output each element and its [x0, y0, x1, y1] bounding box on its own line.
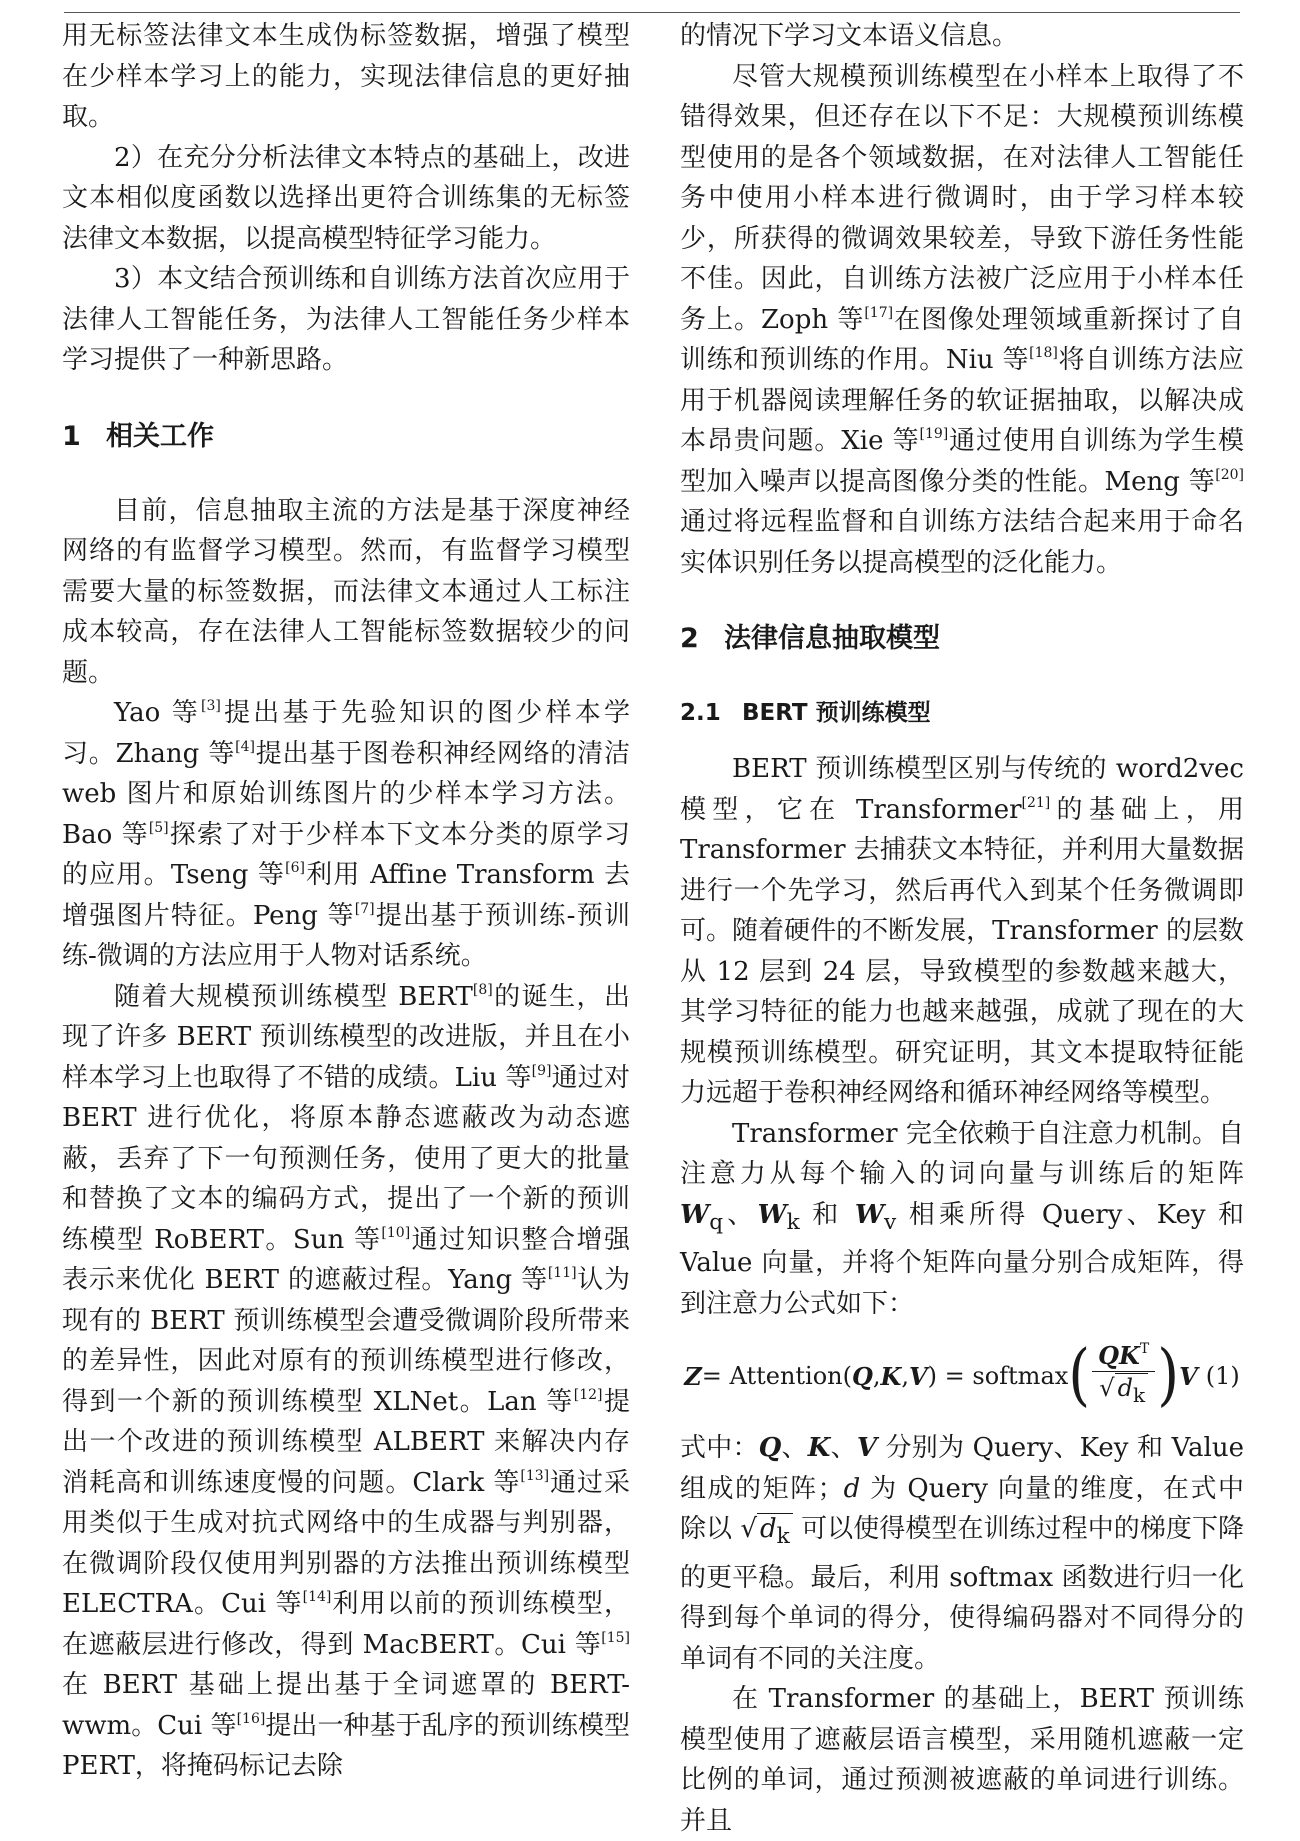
para-8: 在 Transformer 的基础上，BERT 预训练模型使用了遮蔽层语言模型，采用随机遮蔽一定比例的单词，通过预测被遮蔽的单词进行训练。并且 [680, 1684, 1244, 1836]
para-tail: 的情况下学习文本语义信息。 [680, 21, 1019, 51]
citation: [10] [381, 1224, 411, 1241]
section-number: 1 [62, 420, 81, 452]
citation: [8] [472, 981, 493, 998]
subsection-number: 2.1 [680, 700, 721, 726]
citation: [13] [520, 1467, 550, 1484]
citation: [17] [864, 304, 894, 321]
citation: [21] [1021, 794, 1051, 811]
para-7: 式中：Q、K、V 分别为 Query、Key 和 Value 组成的矩阵；d 为 Query 向量的维度，在式中除以 √ $d_k$ 可以使得模型在训练过程中的梯度下降的更平稳。最后，利用 softmax 函数进行归一化得到每个单词的得分，使得编码器对不同得分的单词有不同的关注度。 [680, 1433, 1245, 1674]
citation: [11] [547, 1265, 577, 1281]
citation: [3] [201, 698, 221, 714]
citation: [9] [531, 1062, 552, 1079]
left-paren: ( [1068, 1336, 1091, 1415]
equation-number: (1) [1205, 1362, 1240, 1391]
equation-fraction: $\frac{QK^T}{√ d_k}$ [1092, 1341, 1155, 1411]
citation: [6] [285, 860, 305, 876]
citation: [16] [236, 1710, 266, 1727]
section-title: 法律信息抽取模型 [724, 623, 940, 654]
para-4: 尽管大规模预训练模型在小样本上取得了不错得效果，但还存在以下不足：大规模预训练模型使用的是各个领域数据，在对法律人工智能任务中使用小样本进行微调时，由于学习样本较少，所获得的微调效果较差，导致下游任务性能不佳。因此，自训练方法被广泛应用于小样本任务上。Zoph 等[17]在图像处理领域重新探讨了自训练和预训练的作用。Niu 等[18]将自训练方法应用于机器阅读理解任务的软证据抽取，以解决成本昂贵问题。Xie 等[19]通过使用自训练为学生模型加入噪声以提高图像分类的性能。Meng 等[20]通过将远程监督和自训练方法结合起来用于命名实体识别任务以提高模型的泛化能力。 [680, 61, 1244, 578]
contribution-3: 3）本文结合预训练和自训练方法首次应用于法律人工智能任务，为法律人工智能任务少样本学习提供了一种新思路。 [62, 264, 630, 375]
subsection-title: BERT 预训练模型 [742, 700, 931, 726]
citation: [14] [302, 1589, 332, 1605]
para-5: BERT 预训练模型区别与传统的 word2vec 模型，它在 Transformer[21]的基础上，用 Transformer 去捕获文本特征，并利用大量数据进行一个先学习，然后再代入到某个任务微调即可。随着硬件的不断发展，Transformer 的层数从 12 层到 24 层，导致模型的参数越来越大，其学习特征的能力也越来越强，成就了现在的大规模预训练模型。研究证明，其文本提取特征能力远超于卷积神经网络和循环神经网络等模型。 [680, 754, 1244, 1108]
right-column [680, 16, 1244, 1841]
para-3: 随着大规模预训练模型 BERT[8]的诞生，出现了许多 BERT 预训练模型的改进版，并且在小样本学习上也取得了不错的成绩。Liu 等[9]通过对 BERT 进行优化，将原本静态遮蔽改为动态遮蔽，丢弃了下一句预测任务，使用了更大的批量和替换了文本的编码方式，提出了一个新的预训练模型 RoBERT。Sun 等[10]通过知识整合增强表示来优化 BERT 的遮蔽过程。Yang 等[11]认为现有的 BERT 预训练模型会遭受微调阶段所带来的差异性，因此对原有的预训练模型进行修改，得到一个新的预训练模型 XLNet。Lan 等[12]提出一个改进的预训练模型 ALBERT 来解决内存消耗高和训练速度慢的问题。Clark 等[13]通过采用类似于生成对抗式网络中的生成器与判别器，在微调阶段仅使用判别器的方法推出预训练模型 ELECTRA。Cui 等[14]利用以前的预训练模型，在遮蔽层进行修改，得到 MacBERT。Cui 等[15]在 BERT 基础上提出基于全词遮罩的 BERT-wwm。Cui 等[16]提出一种基于乱序的预训练模型 PERT，将掩码标记去除 [62, 981, 630, 1781]
citation: [20] [1215, 466, 1244, 483]
section-number: 2 [680, 623, 699, 654]
citation: [18] [1029, 345, 1058, 361]
left-column [62, 16, 630, 1787]
section-1-heading [62, 417, 630, 457]
attention-equation: Z = Attention( Q , K , V ) = softmax ( $\frac{QK^T}{√ d_k}$ ) V (1) [684, 1336, 1240, 1415]
section-2-heading [680, 619, 1244, 659]
citation: [15] [601, 1629, 630, 1646]
para-2: Yao 等[3]提出基于先验知识的图少样本学习。Zhang 等[4]提出基于图卷积神经网络的清洁 web 图片和原始训练图片的少样本学习方法。Bao 等[5]探索了对于少样本下文本分类的原学习的应用。Tseng 等[6]利用 Affine Transform 去增强图片特征。Peng 等[7]提出基于预训练-预训练-微调的方法应用于人物对话系统。 [62, 698, 630, 971]
section-title: 相关工作 [106, 420, 214, 452]
intro-tail: 用无标签法律文本生成伪标签数据，增强了模型在少样本学习上的能力，实现法律信息的更好抽取。 [62, 21, 630, 132]
header-rule [64, 12, 1240, 13]
para-6: Transformer 完全依赖于自注意力机制。自注意力从每个输入的词向量与训练后的矩阵 $W_q$、$W_k$ 和 $W_v$ 相乘所得 Query、Key 和 Value 向量，并将个矩阵向量分别合成矩阵，得到注意力公式如下： [680, 1118, 1244, 1319]
citation: [4] [235, 738, 255, 755]
citation: [12] [573, 1386, 603, 1403]
citation: [19] [919, 426, 949, 442]
right-paren: ) [1157, 1336, 1180, 1415]
para-1: 目前，信息抽取主流的方法是基于深度神经网络的有监督学习模型。然而，有监督学习模型需要大量的标签数据，而法律文本通过人工标注成本较高，存在法律人工智能标签数据较少的问题。 [62, 495, 630, 688]
subsection-2-1-heading [680, 695, 1244, 731]
contribution-2: 2）在充分分析法律文本特点的基础上，改进文本相似度函数以选择出更符合训练集的无标签法律文本数据，以提高模型特征学习能力。 [62, 142, 630, 254]
citation: [7] [354, 900, 375, 917]
citation: [5] [148, 819, 169, 836]
